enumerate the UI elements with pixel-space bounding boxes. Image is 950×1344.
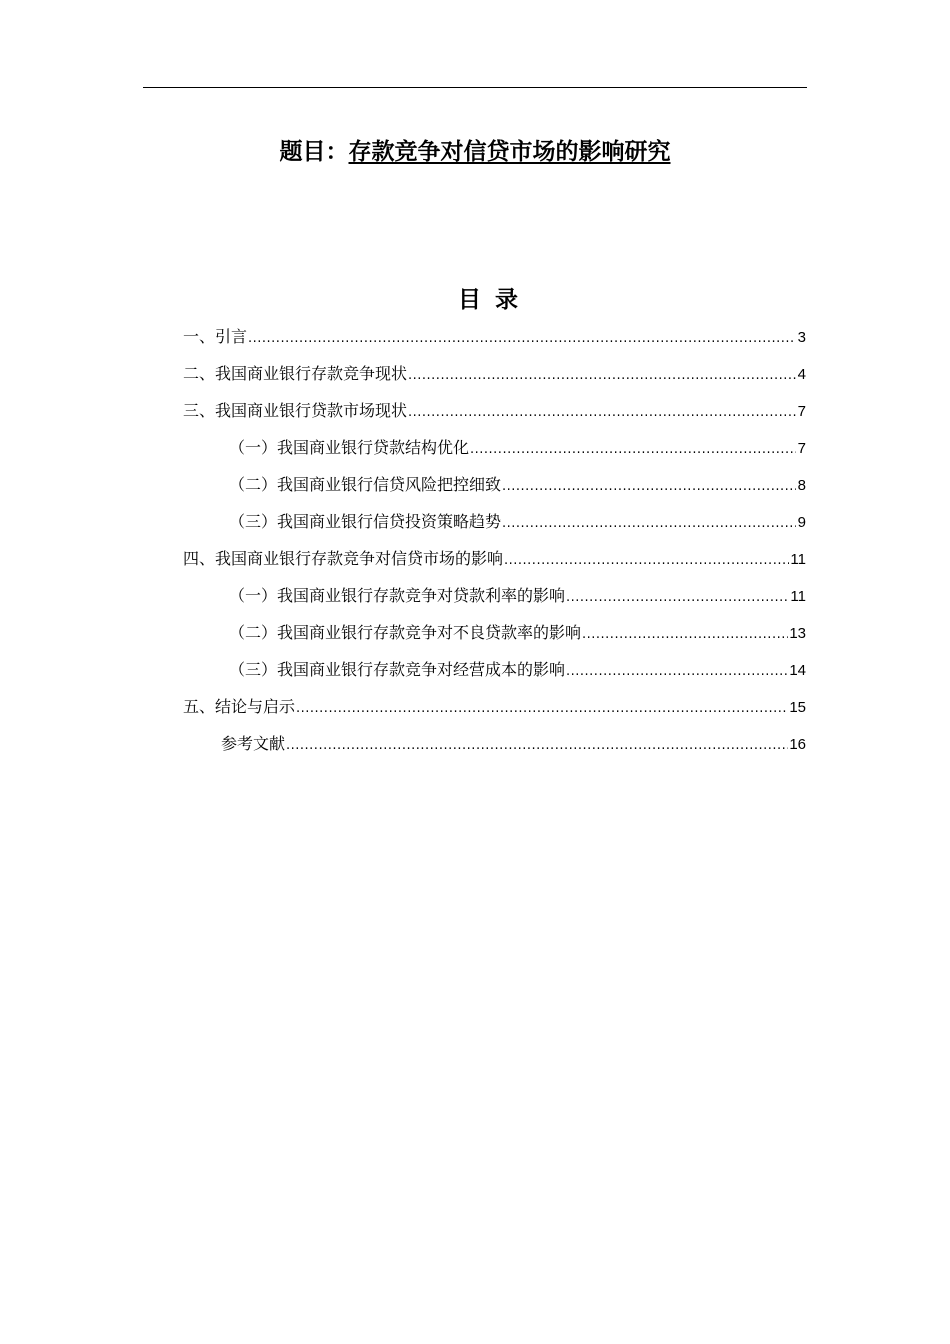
toc-page-number: 13 xyxy=(789,625,806,642)
toc-entry-label: 参考文献 xyxy=(221,734,286,753)
toc-entry-label: （二）我国商业银行信贷风险把控细致 xyxy=(229,475,502,494)
title-text: 存款竞争对信贷市场的影响研究 xyxy=(348,138,671,165)
toc-heading: 目录 xyxy=(458,287,532,313)
toc-entry-label: 三、我国商业银行贷款市场现状 xyxy=(183,401,408,420)
toc-page-number: 8 xyxy=(797,477,806,494)
toc-page-number: 16 xyxy=(789,736,806,753)
toc-entry-impact-on-loan-rates[interactable] xyxy=(183,581,806,618)
toc-entry-label: （三）我国商业银行信贷投资策略趋势 xyxy=(229,512,502,531)
toc-page-number: 9 xyxy=(797,514,806,531)
toc-entry-label: 二、我国商业银行存款竞争现状 xyxy=(183,364,408,383)
toc-entry-label: （一）我国商业银行存款竞争对贷款利率的影响 xyxy=(229,586,566,605)
dot-leader xyxy=(408,361,796,391)
toc-page-number: 11 xyxy=(790,551,806,568)
dot-leader xyxy=(582,620,788,650)
dot-leader xyxy=(502,509,796,539)
toc-entry-label: 一、引言 xyxy=(183,327,248,346)
toc-entry-label: 五、结论与启示 xyxy=(183,697,296,716)
toc-page-number: 4 xyxy=(797,366,806,383)
dot-leader xyxy=(566,583,789,613)
toc-entry-impact-on-operating-costs[interactable] xyxy=(183,655,806,692)
toc-entry-loan-structure[interactable] xyxy=(183,433,806,470)
toc-page-number: 14 xyxy=(789,662,806,679)
dot-leader xyxy=(470,435,796,465)
toc-page-number: 7 xyxy=(797,403,806,420)
toc-entry-label: 四、我国商业银行存款竞争对信贷市场的影响 xyxy=(183,549,504,568)
table-of-contents xyxy=(183,322,806,766)
toc-page-number: 11 xyxy=(790,588,806,605)
toc-entry-label: （一）我国商业银行贷款结构优化 xyxy=(229,438,470,457)
toc-entry-conclusion[interactable] xyxy=(183,692,806,729)
toc-entry-label: （二）我国商业银行存款竞争对不良贷款率的影响 xyxy=(229,623,582,642)
dot-leader xyxy=(286,731,788,761)
toc-entry-credit-risk-control[interactable] xyxy=(183,470,806,507)
toc-entry-deposit-competition-status[interactable] xyxy=(183,359,806,396)
toc-entry-deposit-competition-impact[interactable] xyxy=(183,544,806,581)
dot-leader xyxy=(408,398,796,428)
dot-leader xyxy=(566,657,788,687)
toc-entry-credit-investment-strategy[interactable] xyxy=(183,507,806,544)
dot-leader xyxy=(296,694,788,724)
toc-page-number: 15 xyxy=(789,699,806,716)
document-title xyxy=(0,134,950,170)
dot-leader xyxy=(248,324,796,354)
toc-entry-loan-market-status[interactable] xyxy=(183,396,806,433)
title-prefix: 题目： xyxy=(279,138,349,165)
toc-page-number: 7 xyxy=(797,440,806,457)
toc-entry-references[interactable] xyxy=(183,729,806,766)
toc-entry-impact-on-npl-ratio[interactable] xyxy=(183,618,806,655)
toc-entry-introduction[interactable] xyxy=(183,322,806,359)
dot-leader xyxy=(504,546,789,576)
toc-entry-label: （三）我国商业银行存款竞争对经营成本的影响 xyxy=(229,660,566,679)
toc-page-number: 3 xyxy=(797,329,806,346)
dot-leader xyxy=(502,472,796,502)
header-rule xyxy=(143,87,807,88)
